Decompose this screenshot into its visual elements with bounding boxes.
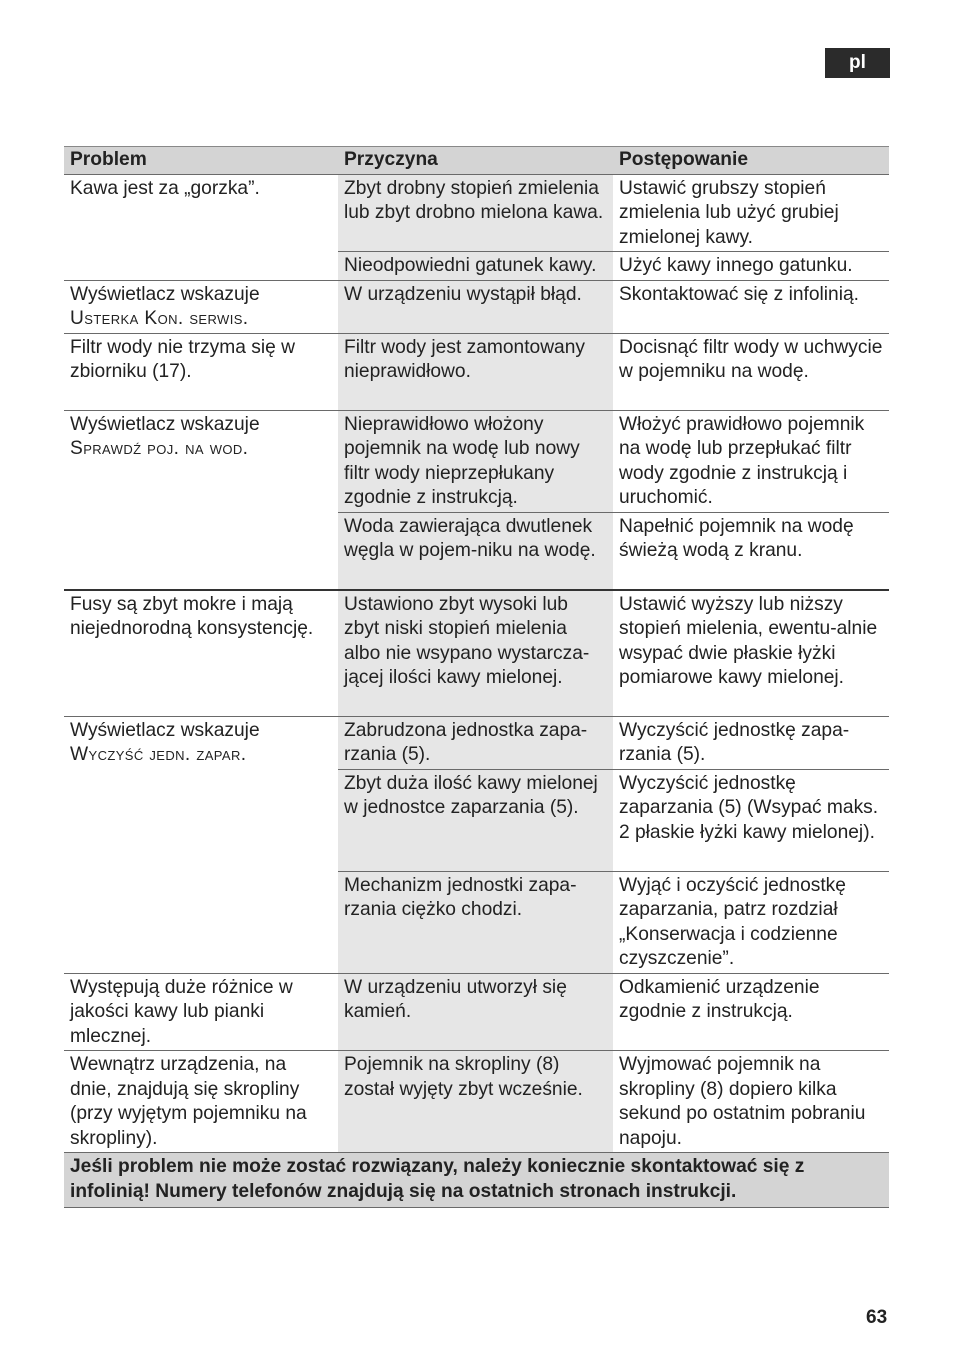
display-message: Wyczyść jedn. zapar. xyxy=(70,744,247,765)
cause-cell: Mechanizm jednostki zapa-rzania ciężko chodzi. xyxy=(338,871,613,973)
remedy-cell: Ustawić grubszy stopień zmielenia lub użyć grubiej zmielonej kawy. xyxy=(613,174,889,252)
display-message: Usterka Kon. serwis. xyxy=(70,308,249,329)
cause-cell: Pojemnik na skropliny (8) został wyjęty zbyt wcześnie. xyxy=(338,1051,613,1153)
remedy-cell: Użyć kawy innego gatunku. xyxy=(613,252,889,281)
remedy-cell: Wyjąć i oczyścić jednostkę zaparzania, patrz rozdział „Konserwacja i codzienne czyszczenie”. xyxy=(613,871,889,973)
problem-cell xyxy=(64,590,338,717)
problem-cell xyxy=(64,333,338,410)
table-row xyxy=(64,174,889,252)
remedy-cell: Włożyć prawidłowo pojemnik na wodę lub przepłukać filtr wody zgodnie z instrukcją i uruchomić. xyxy=(613,410,889,512)
cause-cell: Ustawiono zbyt wysoki lub zbyt niski stopień mielenia albo nie wsypano wystarcza-jącej ilości kawy mielonej. xyxy=(338,590,613,717)
cause-cell: W urządzeniu utworzył się kamień. xyxy=(338,973,613,1051)
remedy-cell: Ustawić wyższy lub niższy stopień mielenia, ewentu-alnie wsypać dwie płaskie łyżki pomiarowe kawy mielonej. xyxy=(613,590,889,717)
remedy-cell: Skontaktować się z infolinią. xyxy=(613,280,889,333)
cause-cell: Zabrudzona jednostka zapa-rzania (5). xyxy=(338,716,613,769)
problem-text: Wewnątrz urządzenia, na dnie, znajdują się skropliny (przy wyjętym pojemniku na skropliny). xyxy=(70,1054,307,1149)
cause-cell: Filtr wody jest zamontowany nieprawidłowo. xyxy=(338,333,613,410)
cause-cell: Nieprawidłowo włożony pojemnik na wodę lub nowy filtr wody nieprzepłukany zgodnie z instrukcją. xyxy=(338,410,613,512)
problem-cell xyxy=(64,716,338,973)
table-footer-row xyxy=(64,1153,889,1208)
problem-cell xyxy=(64,973,338,1051)
remedy-cell: Docisnąć filtr wody w uchwycie w pojemniku na wodę. xyxy=(613,333,889,410)
table-row xyxy=(64,1051,889,1153)
problem-text: Fusy są zbyt mokre i mają niejednorodną konsystencję. xyxy=(70,593,314,639)
table-row xyxy=(64,333,889,410)
display-message: Sprawdź poj. na wod. xyxy=(70,438,249,459)
problem-text: Wyświetlacz wskazuje xyxy=(70,719,260,741)
column-header-cause: Przyczyna xyxy=(338,147,613,175)
remedy-cell: Napełnić pojemnik na wodę świeżą wodą z kranu. xyxy=(613,512,889,590)
problem-text: Wyświetlacz wskazuje xyxy=(70,413,260,435)
remedy-cell: Wyjmować pojemnik na skropliny (8) dopiero kilka sekund po ostatnim pobraniu napoju. xyxy=(613,1051,889,1153)
cause-cell: Woda zawierająca dwutlenek węgla w pojem-niku na wodę. xyxy=(338,512,613,590)
cause-cell: Nieodpowiedni gatunek kawy. xyxy=(338,252,613,281)
column-header-problem: Problem xyxy=(64,147,338,175)
table-header-row xyxy=(64,147,889,175)
problem-cell xyxy=(64,174,338,280)
table-row xyxy=(64,716,889,769)
problem-text: Filtr wody nie trzyma się w zbiorniku (17). xyxy=(70,336,295,382)
problem-cell xyxy=(64,410,338,590)
footer-note: Jeśli problem nie może zostać rozwiązany, należy koniecznie skontaktować się z infolinią! Numery telefonów znajdują się na ostatnich stronach instrukcji. xyxy=(64,1153,889,1208)
remedy-cell: Wyczyścić jednostkę zaparzania (5) (Wsypać maks. 2 płaskie łyżki kawy mielonej). xyxy=(613,769,889,871)
column-header-remedy: Postępowanie xyxy=(613,147,889,175)
remedy-cell: Wyczyścić jednostkę zapa-rzania (5). xyxy=(613,716,889,769)
problem-text: Występują duże różnice w jakości kawy lub pianki mlecznej. xyxy=(70,976,293,1047)
table-row xyxy=(64,590,889,717)
table-row xyxy=(64,410,889,512)
page-number: 63 xyxy=(866,1307,888,1328)
problem-cell xyxy=(64,280,338,333)
problem-text: Kawa jest za „gorzka”. xyxy=(70,177,260,199)
table-row xyxy=(64,973,889,1051)
problem-cell xyxy=(64,1051,338,1153)
cause-cell: Zbyt duża ilość kawy mielonej w jednostce zaparzania (5). xyxy=(338,769,613,871)
language-badge: pl xyxy=(825,48,890,78)
problem-text: Wyświetlacz wskazuje xyxy=(70,283,260,305)
cause-cell: W urządzeniu wystąpił błąd. xyxy=(338,280,613,333)
remedy-cell: Odkamienić urządzenie zgodnie z instrukcją. xyxy=(613,973,889,1051)
cause-cell: Zbyt drobny stopień zmielenia lub zbyt drobno mielona kawa. xyxy=(338,174,613,252)
troubleshooting-table xyxy=(64,146,889,1208)
table-row xyxy=(64,280,889,333)
